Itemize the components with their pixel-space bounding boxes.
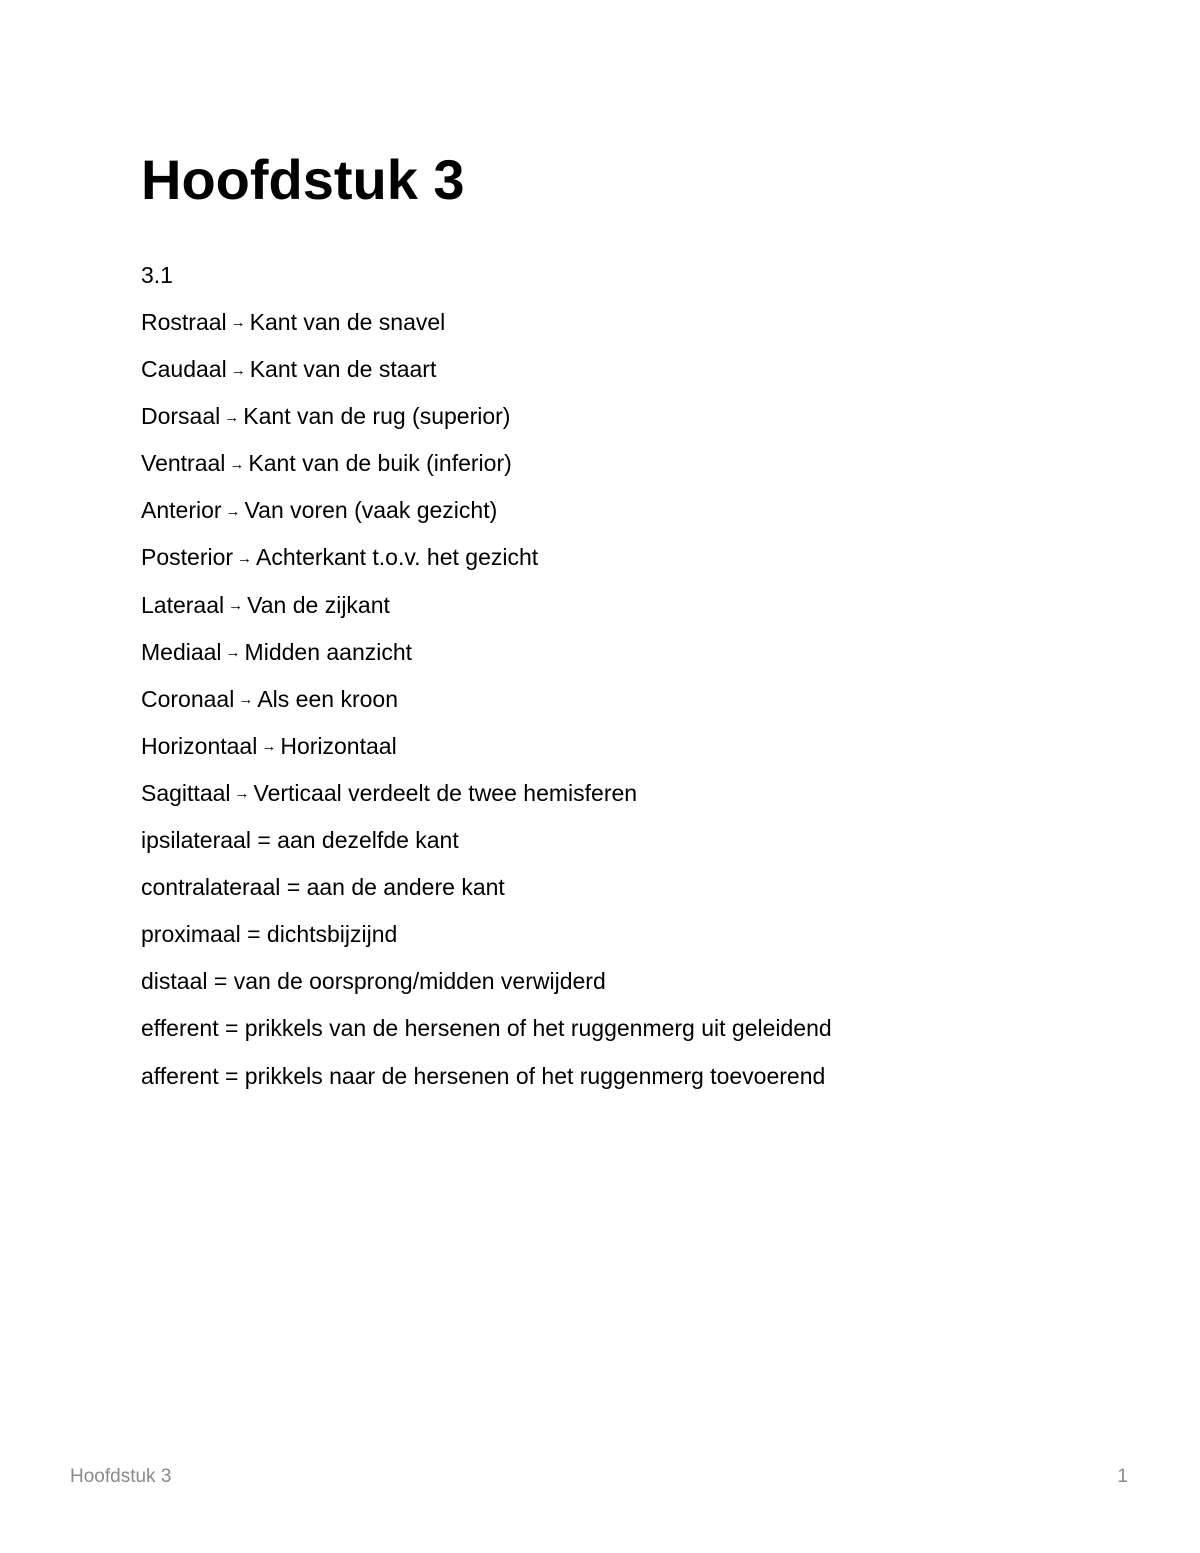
term-line (141, 401, 1101, 432)
arrow-icon: → (238, 691, 254, 709)
term-line (141, 307, 1101, 338)
statement-line: ipsilateraal = aan dezelfde kant (141, 827, 459, 854)
definition: Verticaal verdeelt de twee hemisferen (253, 779, 638, 806)
statement-line: contralateraal = aan de andere kant (141, 874, 505, 901)
term-line (141, 448, 1101, 479)
term-line (141, 684, 1101, 715)
term: Dorsaal (141, 403, 221, 430)
statement-line: afferent = prikkels naar de hersenen of het ruggenmerg toevoerend (141, 1062, 826, 1089)
definition: Als een kroon (257, 685, 398, 712)
arrow-icon: → (237, 549, 253, 567)
term: Ventraal (141, 450, 226, 477)
arrow-icon: → (224, 408, 240, 426)
definition: Kant van de rug (superior) (243, 403, 511, 430)
term: Rostraal (141, 309, 227, 335)
definition: Kant van de staart (249, 356, 437, 383)
arrow-icon: → (261, 738, 277, 756)
statement-line: efferent = prikkels van de hersenen of het ruggenmerg uit geleidend (141, 1015, 832, 1042)
term: Horizontaal (141, 732, 258, 759)
definition: Horizontaal (280, 732, 397, 759)
definition: Achterkant t.o.v. het gezicht (256, 544, 539, 571)
arrow-icon: → (230, 361, 246, 379)
term: Sagittaal (141, 779, 231, 806)
term-line (141, 354, 1101, 385)
arrow-icon: → (234, 785, 250, 803)
definition: Midden aanzicht (244, 638, 413, 665)
term-line (141, 542, 1101, 573)
term-line (141, 731, 1101, 762)
section-number: 3.1 (141, 262, 173, 288)
term-line (141, 637, 1101, 668)
document-body (141, 260, 1101, 1108)
definition: Kant van de buik (inferior) (248, 450, 512, 477)
term-line (141, 778, 1101, 809)
term: Lateraal (141, 591, 225, 618)
arrow-icon: → (228, 596, 244, 614)
definition: Van voren (vaak gezicht) (244, 497, 498, 524)
term-line (141, 495, 1101, 526)
arrow-icon: → (225, 502, 241, 520)
arrow-icon: → (230, 314, 246, 332)
term: Coronaal (141, 685, 235, 712)
arrow-icon: → (229, 455, 245, 473)
term: Caudaal (141, 356, 227, 383)
term: Mediaal (141, 638, 222, 665)
statement-line: distaal = van de oorsprong/midden verwijderd (141, 968, 606, 995)
term: Posterior (141, 544, 234, 571)
term-line (141, 590, 1101, 621)
term: Anterior (141, 497, 222, 524)
statement-line: proximaal = dichtsbijzijnd (141, 921, 398, 948)
definition: Kant van de snavel (249, 309, 446, 335)
definition: Van de zijkant (247, 591, 390, 618)
arrow-icon: → (225, 644, 241, 662)
footer-title: Hoofdstuk 3 (70, 1466, 172, 1487)
page-title: Hoofdstuk 3 (141, 148, 465, 211)
page-number: 1 (1117, 1466, 1128, 1487)
